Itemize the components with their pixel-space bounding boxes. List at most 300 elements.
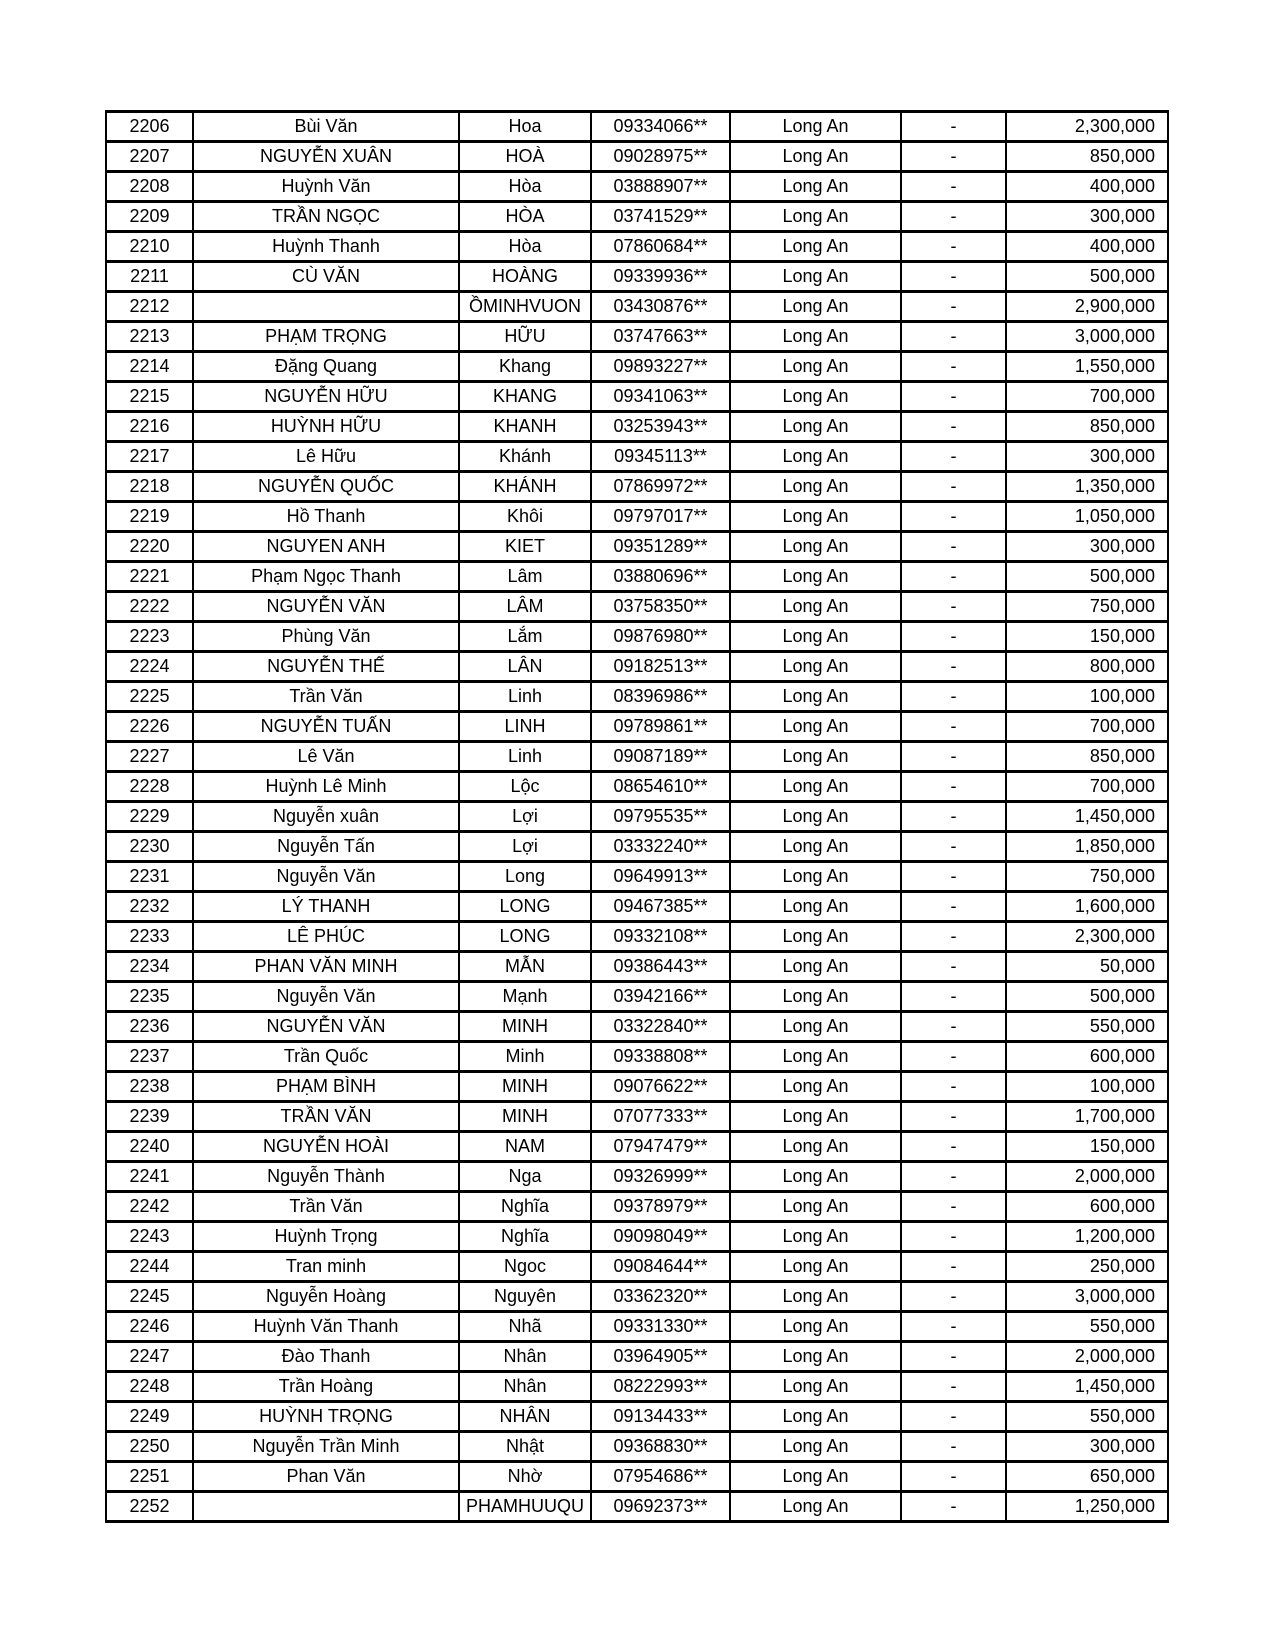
- cell-row-number: 2231: [106, 862, 193, 892]
- cell-row-number: 2249: [106, 1402, 193, 1432]
- cell-last-name: Phan Văn: [193, 1462, 459, 1492]
- table-row: [106, 502, 1168, 532]
- cell-row-number: 2237: [106, 1042, 193, 1072]
- cell-first-name: Lợi: [459, 832, 591, 862]
- cell-amount: 650,000: [1006, 1462, 1168, 1492]
- cell-note-dash: -: [901, 1282, 1006, 1312]
- table-row: [106, 862, 1168, 892]
- table-row: [106, 262, 1168, 292]
- cell-last-name: [193, 1492, 459, 1522]
- cell-last-name: Trần Hoàng: [193, 1372, 459, 1402]
- table-row: [106, 1402, 1168, 1432]
- cell-first-name: KHÁNH: [459, 472, 591, 502]
- cell-last-name: NGUYỄN VĂN: [193, 1012, 459, 1042]
- cell-row-number: 2223: [106, 622, 193, 652]
- cell-first-name: Khánh: [459, 442, 591, 472]
- cell-last-name: Trần Văn: [193, 1192, 459, 1222]
- cell-phone-number: 03332240**: [591, 832, 730, 862]
- cell-note-dash: -: [901, 1462, 1006, 1492]
- cell-row-number: 2206: [106, 112, 193, 142]
- cell-province: Long An: [730, 622, 901, 652]
- table-row: [106, 382, 1168, 412]
- table-row: [106, 1042, 1168, 1072]
- cell-province: Long An: [730, 1222, 901, 1252]
- cell-amount: 600,000: [1006, 1042, 1168, 1072]
- cell-row-number: 2247: [106, 1342, 193, 1372]
- cell-first-name: Nga: [459, 1162, 591, 1192]
- cell-row-number: 2236: [106, 1012, 193, 1042]
- cell-note-dash: -: [901, 862, 1006, 892]
- cell-province: Long An: [730, 1102, 901, 1132]
- cell-last-name: Huỳnh Văn Thanh: [193, 1312, 459, 1342]
- cell-last-name: Nguyễn Hoàng: [193, 1282, 459, 1312]
- cell-last-name: CÙ VĂN: [193, 262, 459, 292]
- beneficiary-table: [105, 110, 1169, 1523]
- cell-phone-number: 09339936**: [591, 262, 730, 292]
- cell-province: Long An: [730, 652, 901, 682]
- cell-last-name: LÝ THANH: [193, 892, 459, 922]
- cell-note-dash: -: [901, 442, 1006, 472]
- cell-province: Long An: [730, 1012, 901, 1042]
- cell-last-name: TRẦN NGỌC: [193, 202, 459, 232]
- cell-phone-number: 09098049**: [591, 1222, 730, 1252]
- cell-phone-number: 09345113**: [591, 442, 730, 472]
- cell-first-name: LONG: [459, 922, 591, 952]
- cell-note-dash: -: [901, 1132, 1006, 1162]
- cell-last-name: Hồ Thanh: [193, 502, 459, 532]
- cell-province: Long An: [730, 1402, 901, 1432]
- cell-row-number: 2234: [106, 952, 193, 982]
- cell-row-number: 2220: [106, 532, 193, 562]
- cell-province: Long An: [730, 1312, 901, 1342]
- cell-first-name: Lâm: [459, 562, 591, 592]
- cell-first-name: Lắm: [459, 622, 591, 652]
- cell-phone-number: 09467385**: [591, 892, 730, 922]
- cell-amount: 2,300,000: [1006, 112, 1168, 142]
- cell-last-name: LÊ PHÚC: [193, 922, 459, 952]
- cell-last-name: Nguyễn xuân: [193, 802, 459, 832]
- cell-note-dash: -: [901, 172, 1006, 202]
- cell-note-dash: -: [901, 1402, 1006, 1432]
- cell-last-name: NGUYỄN VĂN: [193, 592, 459, 622]
- cell-last-name: Huỳnh Thanh: [193, 232, 459, 262]
- cell-first-name: KHANH: [459, 412, 591, 442]
- cell-province: Long An: [730, 472, 901, 502]
- cell-note-dash: -: [901, 1192, 1006, 1222]
- cell-province: Long An: [730, 1162, 901, 1192]
- cell-row-number: 2250: [106, 1432, 193, 1462]
- cell-phone-number: 09332108**: [591, 922, 730, 952]
- cell-province: Long An: [730, 142, 901, 172]
- cell-first-name: LONG: [459, 892, 591, 922]
- table-row: [106, 292, 1168, 322]
- cell-phone-number: 07869972**: [591, 472, 730, 502]
- cell-province: Long An: [730, 1072, 901, 1102]
- cell-phone-number: 03880696**: [591, 562, 730, 592]
- cell-last-name: HUỲNH TRỌNG: [193, 1402, 459, 1432]
- cell-first-name: LINH: [459, 712, 591, 742]
- cell-province: Long An: [730, 682, 901, 712]
- cell-note-dash: -: [901, 1342, 1006, 1372]
- cell-note-dash: -: [901, 1492, 1006, 1522]
- cell-province: Long An: [730, 352, 901, 382]
- cell-last-name: Phùng Văn: [193, 622, 459, 652]
- cell-row-number: 2213: [106, 322, 193, 352]
- cell-first-name: Ngoc: [459, 1252, 591, 1282]
- cell-province: Long An: [730, 1372, 901, 1402]
- cell-first-name: MINH: [459, 1012, 591, 1042]
- cell-phone-number: 03322840**: [591, 1012, 730, 1042]
- table-row: [106, 1342, 1168, 1372]
- cell-first-name: LÂM: [459, 592, 591, 622]
- cell-last-name: HUỲNH HỮU: [193, 412, 459, 442]
- cell-first-name: Linh: [459, 682, 591, 712]
- cell-amount: 500,000: [1006, 562, 1168, 592]
- table-row: [106, 1072, 1168, 1102]
- cell-note-dash: -: [901, 292, 1006, 322]
- cell-amount: 750,000: [1006, 592, 1168, 622]
- cell-phone-number: 09797017**: [591, 502, 730, 532]
- table-row: [106, 892, 1168, 922]
- table-row: [106, 922, 1168, 952]
- cell-first-name: KHANG: [459, 382, 591, 412]
- cell-first-name: Lợi: [459, 802, 591, 832]
- cell-province: Long An: [730, 832, 901, 862]
- cell-row-number: 2242: [106, 1192, 193, 1222]
- cell-first-name: Nhờ: [459, 1462, 591, 1492]
- cell-first-name: MINH: [459, 1102, 591, 1132]
- cell-province: Long An: [730, 742, 901, 772]
- cell-amount: 500,000: [1006, 982, 1168, 1012]
- cell-first-name: Hoa: [459, 112, 591, 142]
- cell-last-name: NGUYỄN TUẤN: [193, 712, 459, 742]
- cell-province: Long An: [730, 862, 901, 892]
- cell-row-number: 2209: [106, 202, 193, 232]
- cell-phone-number: 09076622**: [591, 1072, 730, 1102]
- cell-province: Long An: [730, 1462, 901, 1492]
- cell-phone-number: 08654610**: [591, 772, 730, 802]
- cell-province: Long An: [730, 322, 901, 352]
- cell-amount: 2,000,000: [1006, 1342, 1168, 1372]
- cell-phone-number: 03942166**: [591, 982, 730, 1012]
- cell-province: Long An: [730, 202, 901, 232]
- cell-first-name: Nhân: [459, 1342, 591, 1372]
- cell-row-number: 2228: [106, 772, 193, 802]
- table-row: [106, 202, 1168, 232]
- table-row: [106, 1102, 1168, 1132]
- cell-first-name: HOÀNG: [459, 262, 591, 292]
- cell-note-dash: -: [901, 382, 1006, 412]
- cell-row-number: 2243: [106, 1222, 193, 1252]
- cell-last-name: Phạm Ngọc Thanh: [193, 562, 459, 592]
- cell-last-name: Bùi Văn: [193, 112, 459, 142]
- cell-amount: 100,000: [1006, 1072, 1168, 1102]
- cell-amount: 3,000,000: [1006, 322, 1168, 352]
- cell-first-name: KIET: [459, 532, 591, 562]
- cell-row-number: 2248: [106, 1372, 193, 1402]
- cell-row-number: 2212: [106, 292, 193, 322]
- table-body: [106, 112, 1168, 1522]
- cell-row-number: 2252: [106, 1492, 193, 1522]
- cell-note-dash: -: [901, 352, 1006, 382]
- table-row: [106, 1432, 1168, 1462]
- cell-amount: 700,000: [1006, 712, 1168, 742]
- cell-amount: 250,000: [1006, 1252, 1168, 1282]
- cell-amount: 750,000: [1006, 862, 1168, 892]
- cell-amount: 1,550,000: [1006, 352, 1168, 382]
- cell-last-name: Trần Quốc: [193, 1042, 459, 1072]
- cell-first-name: PHAMHUUQU: [459, 1492, 591, 1522]
- cell-phone-number: 03747663**: [591, 322, 730, 352]
- cell-row-number: 2210: [106, 232, 193, 262]
- table-row: [106, 1372, 1168, 1402]
- cell-note-dash: -: [901, 112, 1006, 142]
- cell-phone-number: 08396986**: [591, 682, 730, 712]
- cell-province: Long An: [730, 1282, 901, 1312]
- cell-note-dash: -: [901, 412, 1006, 442]
- cell-note-dash: -: [901, 682, 1006, 712]
- cell-row-number: 2211: [106, 262, 193, 292]
- cell-note-dash: -: [901, 1252, 1006, 1282]
- cell-note-dash: -: [901, 472, 1006, 502]
- cell-last-name: Đặng Quang: [193, 352, 459, 382]
- cell-province: Long An: [730, 592, 901, 622]
- cell-province: Long An: [730, 502, 901, 532]
- cell-first-name: NAM: [459, 1132, 591, 1162]
- cell-note-dash: -: [901, 892, 1006, 922]
- cell-note-dash: -: [901, 562, 1006, 592]
- cell-phone-number: 09378979**: [591, 1192, 730, 1222]
- cell-first-name: Minh: [459, 1042, 591, 1072]
- cell-phone-number: 09334066**: [591, 112, 730, 142]
- cell-note-dash: -: [901, 1042, 1006, 1072]
- cell-last-name: TRẦN VĂN: [193, 1102, 459, 1132]
- cell-amount: 700,000: [1006, 382, 1168, 412]
- cell-phone-number: 07954686**: [591, 1462, 730, 1492]
- table-row: [106, 772, 1168, 802]
- cell-last-name: Huỳnh Lê Minh: [193, 772, 459, 802]
- cell-note-dash: -: [901, 772, 1006, 802]
- cell-amount: 500,000: [1006, 262, 1168, 292]
- cell-phone-number: 07077333**: [591, 1102, 730, 1132]
- cell-province: Long An: [730, 262, 901, 292]
- cell-note-dash: -: [901, 592, 1006, 622]
- cell-province: Long An: [730, 382, 901, 412]
- cell-phone-number: 09087189**: [591, 742, 730, 772]
- cell-first-name: Lộc: [459, 772, 591, 802]
- table-row: [106, 1282, 1168, 1312]
- cell-phone-number: 07947479**: [591, 1132, 730, 1162]
- cell-first-name: Hòa: [459, 232, 591, 262]
- cell-province: Long An: [730, 1042, 901, 1072]
- cell-province: Long An: [730, 292, 901, 322]
- table-row: [106, 1492, 1168, 1522]
- cell-last-name: NGUYỄN THẾ: [193, 652, 459, 682]
- table-row: [106, 832, 1168, 862]
- table-row: [106, 322, 1168, 352]
- cell-row-number: 2240: [106, 1132, 193, 1162]
- cell-amount: 1,450,000: [1006, 1372, 1168, 1402]
- cell-row-number: 2222: [106, 592, 193, 622]
- table-row: [106, 952, 1168, 982]
- cell-province: Long An: [730, 892, 901, 922]
- cell-note-dash: -: [901, 652, 1006, 682]
- cell-province: Long An: [730, 922, 901, 952]
- cell-province: Long An: [730, 442, 901, 472]
- table-row: [106, 1162, 1168, 1192]
- cell-row-number: 2219: [106, 502, 193, 532]
- cell-province: Long An: [730, 712, 901, 742]
- cell-first-name: MINH: [459, 1072, 591, 1102]
- cell-note-dash: -: [901, 742, 1006, 772]
- cell-row-number: 2216: [106, 412, 193, 442]
- cell-phone-number: 09341063**: [591, 382, 730, 412]
- cell-amount: 2,900,000: [1006, 292, 1168, 322]
- table-row: [106, 352, 1168, 382]
- cell-amount: 1,200,000: [1006, 1222, 1168, 1252]
- cell-phone-number: 09338808**: [591, 1042, 730, 1072]
- cell-note-dash: -: [901, 952, 1006, 982]
- cell-province: Long An: [730, 172, 901, 202]
- cell-amount: 300,000: [1006, 202, 1168, 232]
- table-row: [106, 742, 1168, 772]
- cell-last-name: NGUYỄN HOÀI: [193, 1132, 459, 1162]
- cell-phone-number: 09692373**: [591, 1492, 730, 1522]
- cell-amount: 1,600,000: [1006, 892, 1168, 922]
- cell-last-name: Nguyễn Thành: [193, 1162, 459, 1192]
- cell-phone-number: 09331330**: [591, 1312, 730, 1342]
- cell-phone-number: 09893227**: [591, 352, 730, 382]
- cell-note-dash: -: [901, 1012, 1006, 1042]
- cell-first-name: MẪN: [459, 952, 591, 982]
- cell-row-number: 2246: [106, 1312, 193, 1342]
- cell-last-name: Lê Hữu: [193, 442, 459, 472]
- cell-last-name: Trần Văn: [193, 682, 459, 712]
- table-row: [106, 1192, 1168, 1222]
- cell-first-name: Long: [459, 862, 591, 892]
- cell-note-dash: -: [901, 832, 1006, 862]
- cell-amount: 3,000,000: [1006, 1282, 1168, 1312]
- table-row: [106, 562, 1168, 592]
- cell-last-name: Nguyễn Văn: [193, 982, 459, 1012]
- cell-first-name: LÂN: [459, 652, 591, 682]
- cell-row-number: 2245: [106, 1282, 193, 1312]
- cell-note-dash: -: [901, 802, 1006, 832]
- cell-last-name: NGUYỄN XUÂN: [193, 142, 459, 172]
- cell-phone-number: 09649913**: [591, 862, 730, 892]
- cell-last-name: [193, 292, 459, 322]
- table-row: [106, 142, 1168, 172]
- cell-last-name: Lê Văn: [193, 742, 459, 772]
- cell-province: Long An: [730, 112, 901, 142]
- cell-last-name: PHẠM BÌNH: [193, 1072, 459, 1102]
- cell-phone-number: 03253943**: [591, 412, 730, 442]
- cell-phone-number: 03741529**: [591, 202, 730, 232]
- cell-first-name: Hòa: [459, 172, 591, 202]
- cell-province: Long An: [730, 952, 901, 982]
- cell-province: Long An: [730, 1432, 901, 1462]
- table-row: [106, 442, 1168, 472]
- cell-last-name: Nguyễn Tấn: [193, 832, 459, 862]
- table-row: [106, 232, 1168, 262]
- cell-first-name: Khôi: [459, 502, 591, 532]
- table-row: [106, 982, 1168, 1012]
- cell-row-number: 2233: [106, 922, 193, 952]
- cell-row-number: 2221: [106, 562, 193, 592]
- cell-amount: 550,000: [1006, 1312, 1168, 1342]
- cell-note-dash: -: [901, 532, 1006, 562]
- cell-amount: 850,000: [1006, 742, 1168, 772]
- cell-row-number: 2230: [106, 832, 193, 862]
- cell-phone-number: 03362320**: [591, 1282, 730, 1312]
- cell-note-dash: -: [901, 232, 1006, 262]
- cell-phone-number: 09351289**: [591, 532, 730, 562]
- cell-province: Long An: [730, 1252, 901, 1282]
- cell-note-dash: -: [901, 1432, 1006, 1462]
- cell-phone-number: 09368830**: [591, 1432, 730, 1462]
- cell-phone-number: 09795535**: [591, 802, 730, 832]
- cell-row-number: 2207: [106, 142, 193, 172]
- cell-amount: 550,000: [1006, 1012, 1168, 1042]
- cell-first-name: Mạnh: [459, 982, 591, 1012]
- cell-note-dash: -: [901, 982, 1006, 1012]
- table-row: [106, 652, 1168, 682]
- cell-row-number: 2239: [106, 1102, 193, 1132]
- cell-amount: 300,000: [1006, 532, 1168, 562]
- cell-phone-number: 09326999**: [591, 1162, 730, 1192]
- cell-row-number: 2251: [106, 1462, 193, 1492]
- cell-phone-number: 09876980**: [591, 622, 730, 652]
- cell-note-dash: -: [901, 1102, 1006, 1132]
- table-row: [106, 412, 1168, 442]
- cell-amount: 700,000: [1006, 772, 1168, 802]
- cell-note-dash: -: [901, 502, 1006, 532]
- cell-phone-number: 03964905**: [591, 1342, 730, 1372]
- cell-first-name: Nhã: [459, 1312, 591, 1342]
- cell-last-name: Đào Thanh: [193, 1342, 459, 1372]
- table-row: [106, 682, 1168, 712]
- cell-amount: 400,000: [1006, 172, 1168, 202]
- table-row: [106, 172, 1168, 202]
- cell-note-dash: -: [901, 922, 1006, 952]
- cell-phone-number: 09134433**: [591, 1402, 730, 1432]
- cell-row-number: 2229: [106, 802, 193, 832]
- cell-phone-number: 09084644**: [591, 1252, 730, 1282]
- table-row: [106, 472, 1168, 502]
- cell-row-number: 2215: [106, 382, 193, 412]
- cell-row-number: 2224: [106, 652, 193, 682]
- cell-row-number: 2235: [106, 982, 193, 1012]
- cell-amount: 1,050,000: [1006, 502, 1168, 532]
- cell-first-name: HÒA: [459, 202, 591, 232]
- cell-amount: 400,000: [1006, 232, 1168, 262]
- cell-province: Long An: [730, 1132, 901, 1162]
- cell-last-name: Nguyễn Văn: [193, 862, 459, 892]
- cell-row-number: 2227: [106, 742, 193, 772]
- cell-province: Long An: [730, 232, 901, 262]
- cell-amount: 1,700,000: [1006, 1102, 1168, 1132]
- cell-first-name: NHÂN: [459, 1402, 591, 1432]
- cell-note-dash: -: [901, 322, 1006, 352]
- cell-last-name: Huỳnh Văn: [193, 172, 459, 202]
- table-row: [106, 1012, 1168, 1042]
- cell-amount: 300,000: [1006, 442, 1168, 472]
- cell-phone-number: 09789861**: [591, 712, 730, 742]
- cell-row-number: 2225: [106, 682, 193, 712]
- cell-row-number: 2241: [106, 1162, 193, 1192]
- cell-last-name: Nguyễn Trần Minh: [193, 1432, 459, 1462]
- table-row: [106, 622, 1168, 652]
